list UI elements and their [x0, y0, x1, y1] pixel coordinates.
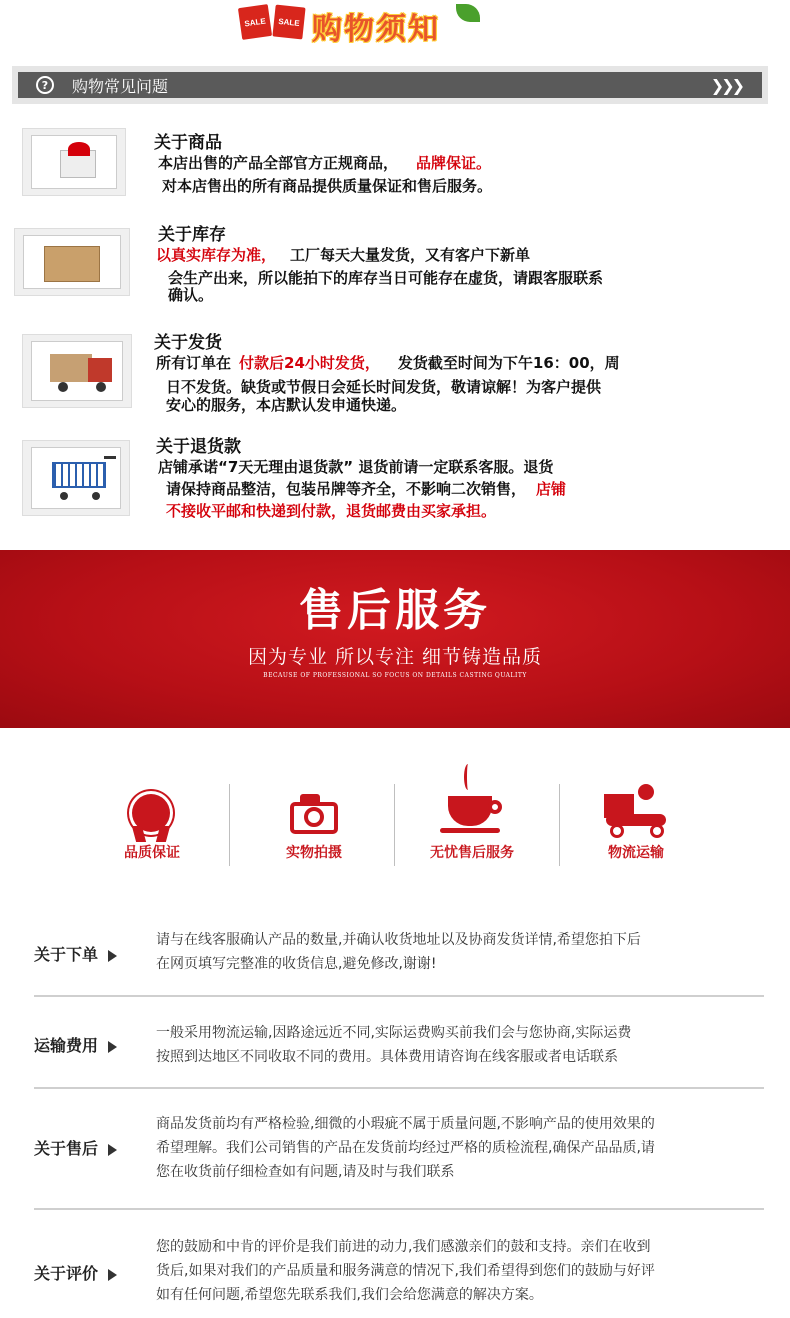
faq-line — [158, 152, 491, 173]
shipping-thumbnail — [22, 334, 132, 408]
faq-line — [158, 456, 553, 477]
faq-heading: 关于商品 — [154, 133, 222, 153]
faq-heading: 关于退货款 — [156, 437, 241, 457]
carton-box-icon — [44, 246, 100, 282]
faq-section-bar — [12, 66, 768, 104]
faq-highlight: 付款后24小时发货， — [239, 354, 380, 372]
faq-section-title: 购物常见问题 — [72, 76, 169, 96]
service-label: 关于下单 — [34, 942, 117, 965]
sale-tags-icon — [240, 6, 306, 40]
shopping-cart-icon — [52, 462, 106, 488]
faq-line — [166, 478, 566, 499]
divider — [34, 1208, 764, 1210]
faq-line — [168, 267, 603, 288]
faq-line — [168, 284, 213, 305]
faq-text: 安心的服务，本店默认发申通快递。 — [166, 396, 407, 414]
faq-line — [156, 244, 530, 265]
banner-subtitle: 因为专业 所以专注 细节铸造品质 — [247, 646, 543, 668]
faq-text: 店铺承诺“7天无理由退货款” 退货前请一定联系客服。退货 — [158, 458, 554, 476]
faq-text: 会生产出来，所以能拍下的库存当日可能存在虚货，请跟客服联系 — [168, 269, 604, 287]
service-label: 运输费用 — [34, 1033, 117, 1056]
page-title: 购物须知 — [312, 12, 440, 47]
page-header — [0, 0, 790, 56]
faq-text: 发货截至时间为下午16：00，周 — [397, 354, 620, 372]
faq-highlight: 不接收平邮和快递到付款，退货邮费由买家承担。 — [166, 502, 497, 520]
feature-quality — [72, 760, 232, 870]
faq-line — [162, 175, 492, 196]
banner-title: 售后服务 — [299, 585, 491, 636]
divider — [34, 995, 764, 997]
product-thumbnail — [22, 128, 126, 196]
faq-line — [166, 394, 406, 415]
faq-text: 日不发货。缺货或节假日会延长时间发货，敬请谅解！为客户提供 — [166, 378, 602, 396]
faq-highlight: 以真实库存为准， — [156, 246, 277, 264]
service-label: 关于评价 — [34, 1261, 117, 1284]
truck-icon — [50, 354, 92, 382]
ribbon-icon — [68, 142, 90, 156]
service-text: 一般采用物流运输,因路途远近不同,实际运费购买前我们会与您协商,实际运费 按照到达地区不同收取不同的费用。具体费用请咨询在线客服或者电话联系 — [156, 1025, 632, 1065]
sale-tag: SALE — [238, 4, 272, 40]
arrows-icon: ❯❯❯ — [710, 75, 742, 95]
feature-label: 无忧售后服务 — [430, 845, 514, 861]
faq-text: 确认。 — [168, 286, 214, 304]
faq-heading: 关于发货 — [154, 333, 222, 353]
after-sales-banner — [0, 550, 790, 728]
faq-text: 对本店售出的所有商品提供质量保证和售后服务。 — [162, 177, 493, 195]
faq-bar-inner — [18, 72, 762, 98]
feature-label: 实物拍摄 — [286, 845, 342, 861]
service-text: 商品发货前均有严格检验,细微的小瑕疵不属于质量问题,不影响产品的使用效果的 希望理解。我们公司销售的产品在发货前均经过严格的质检流程,确保产品品质,请 您在收货前仔细检查如有问题,请及时与我们联系 — [156, 1116, 655, 1180]
feature-real-photos — [234, 760, 394, 870]
question-icon: ? — [36, 76, 54, 94]
feature-logistics — [556, 760, 716, 870]
divider — [229, 784, 230, 866]
faq-line — [156, 352, 620, 373]
returns-thumbnail — [22, 440, 130, 516]
stock-thumbnail — [14, 228, 130, 296]
faq-text: 本店出售的产品全部官方正规商品， — [158, 154, 399, 172]
faq-highlight: 店铺 — [536, 480, 567, 498]
service-label: 关于售后 — [34, 1136, 117, 1159]
feature-label: 品质保证 — [124, 845, 180, 861]
faq-heading: 关于库存 — [158, 225, 226, 245]
service-text: 您的鼓励和中肯的评价是我们前进的动力,我们感激亲们的鼓和支持。亲们在收到 货后,如果对我们的产品质量和服务满意的情况下,我们希望得到您们的鼓励与好评 如有任何问题,希望您先联系我们,我们会给您满意的解决方案。 — [156, 1239, 655, 1303]
divider — [34, 1087, 764, 1089]
coffee-cup-icon — [448, 796, 492, 826]
faq-text: 所有订单在 — [156, 354, 232, 372]
feature-icons-row — [0, 760, 790, 870]
sale-tag: SALE — [272, 5, 305, 40]
leaf-icon — [456, 4, 480, 22]
play-arrow-icon — [108, 1041, 117, 1053]
faq-highlight: 品牌保证。 — [416, 154, 492, 172]
faq-text: 工厂每天大量发货，又有客户下新单 — [290, 246, 531, 264]
banner-english-tagline: BECAUSE OF PROFESSIONAL SO FOCUS ON DETAILS CASTING QUALITY — [263, 672, 527, 679]
faq-text: 请保持商品整洁，包装吊牌等齐全，不影响二次销售， — [166, 480, 527, 498]
faq-line — [166, 500, 496, 521]
play-arrow-icon — [108, 1269, 117, 1281]
feature-after-sales — [392, 760, 552, 870]
steam-icon — [464, 764, 472, 790]
service-text: 请与在线客服确认产品的数量,并确认收货地址以及协商发货详情,希望您拍下后 在网页填写完整准的收货信息,避免修改,谢谢! — [156, 932, 641, 972]
play-arrow-icon — [108, 950, 117, 962]
play-arrow-icon — [108, 1144, 117, 1156]
feature-label: 物流运输 — [608, 845, 664, 861]
